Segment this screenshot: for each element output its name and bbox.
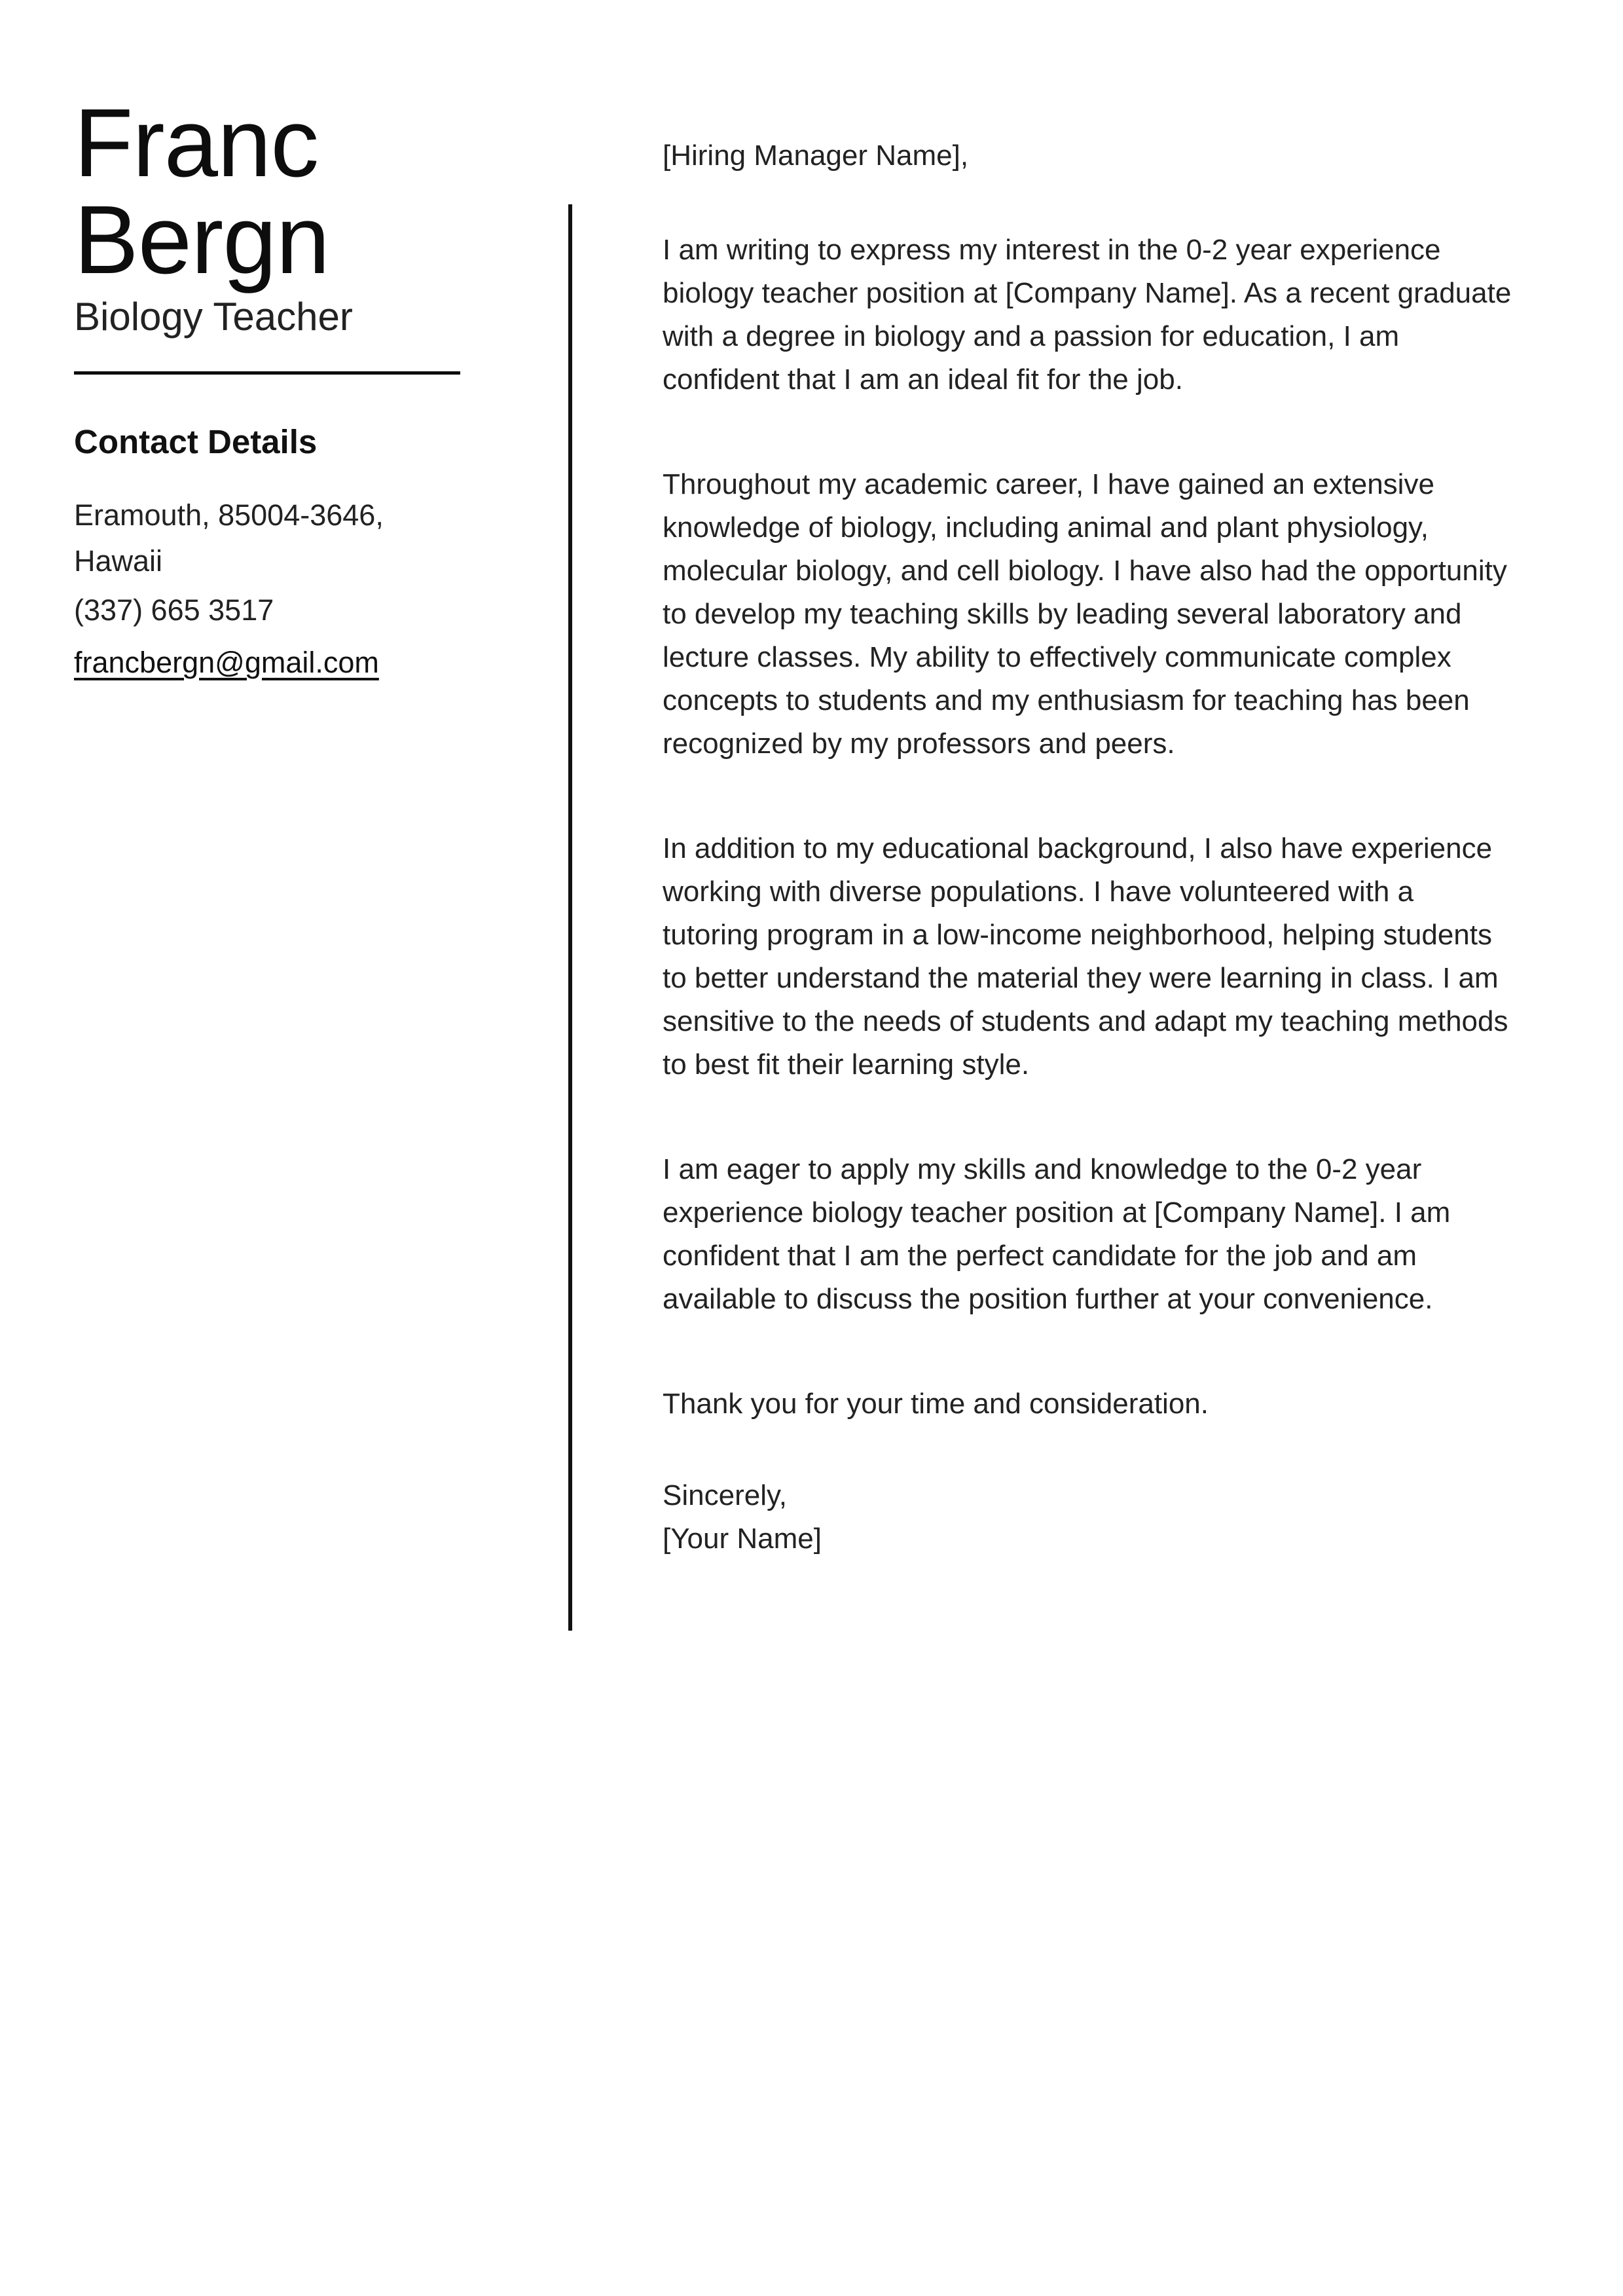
contact-details-heading: Contact Details xyxy=(74,423,318,460)
contact-email xyxy=(74,640,379,686)
letter-thanks: Thank you for your time and consideration. xyxy=(663,1388,1209,1420)
letter-salutation: [Hiring Manager Name], xyxy=(663,139,969,172)
email-link[interactable]: francbergn@gmail.com xyxy=(74,646,379,679)
applicant-name xyxy=(74,89,329,294)
letter-signer-name: [Your Name] xyxy=(663,1523,822,1555)
letter-paragraph-1: I am writing to express my interest in the 0-2 year experience biology teacher position at [Company Name]. As a recent graduate with a degree in biology and a passion for education, I am confident that I am an ideal fit for the job. xyxy=(663,234,1512,396)
letter-signoff-word: Sincerely, xyxy=(663,1479,787,1511)
body-divider-line xyxy=(568,204,572,1631)
sidebar-divider-line xyxy=(74,371,460,375)
contact-phone: (337) 665 3517 xyxy=(74,593,274,627)
contact-address xyxy=(74,492,467,584)
letter-paragraph-4: I am eager to apply my skills and knowledge to the 0-2 year experience biology teacher position at [Company Name]. I am confident that I am the perfect candidate for the job and am available to discuss the position further at your convenience. xyxy=(663,1153,1451,1315)
letter-body xyxy=(663,134,1514,1561)
applicant-last-name: Bergn xyxy=(74,186,329,294)
applicant-job-title: Biology Teacher xyxy=(74,295,353,339)
letter-paragraph-2: Throughout my academic career, I have gained an extensive knowledge of biology, including animal and plant physiology, molecular biology, and cell biology. I have also had the opportunity to develop my teaching skills by leading several laboratory and lecture classes. My ability to effectively communicate complex concepts to students and my enthusiasm for teaching has been recognized by my professors and peers. xyxy=(663,468,1507,760)
contact-address-line2: Hawaii xyxy=(74,544,163,578)
letter-paragraph-3: In addition to my educational background, I also have experience working with diverse populations. I have volunteered with a tutoring program in a low-income neighborhood, helping students to better understand the material they were learning in class. I am sensitive to the needs of students and adapt my teaching methods to best fit their learning style. xyxy=(663,832,1508,1081)
letter-signoff xyxy=(663,1474,1514,1561)
contact-address-line1: Eramouth, 85004-3646, xyxy=(74,498,384,532)
applicant-first-name: Franc xyxy=(74,89,319,197)
